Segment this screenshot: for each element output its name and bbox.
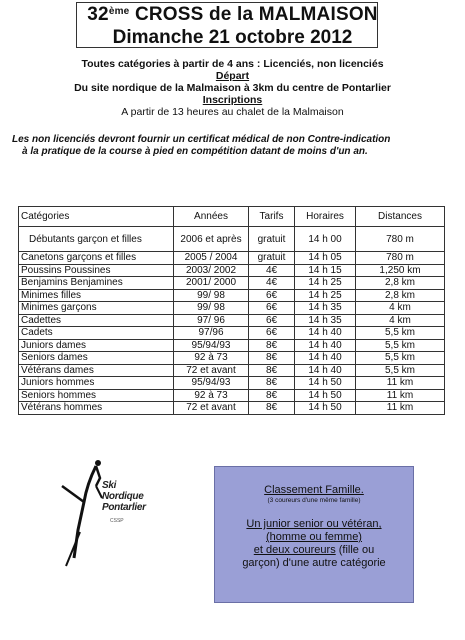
header-categories: Catégories — [19, 207, 174, 227]
table-row — [19, 314, 445, 327]
race-table — [18, 206, 445, 415]
cell-annees: 72 et avant — [174, 364, 249, 377]
categories-info: Toutes catégories à partir de 4 ans : Licenciés, non licenciés — [81, 58, 384, 70]
cell-horaire: 14 h 40 — [295, 339, 356, 352]
logo-line3: Pontarlier — [102, 502, 146, 513]
cell-horaire: 14 h 35 — [295, 314, 356, 327]
cell-distance: 5,5 km — [356, 352, 445, 365]
cell-categorie: Vétérans hommes — [19, 402, 174, 415]
famille-line3-wrap — [215, 544, 413, 557]
cell-annees: 2003/ 2002 — [174, 264, 249, 277]
event-title — [0, 4, 465, 26]
cell-horaire: 14 h 50 — [295, 377, 356, 390]
cell-categorie: Benjamins Benjamines — [19, 277, 174, 290]
logo-line2: Nordique — [102, 491, 144, 502]
cell-categorie: Juniors dames — [19, 339, 174, 352]
cell-annees: 99/ 98 — [174, 289, 249, 302]
header-distances: Distances — [356, 207, 445, 227]
cell-tarif: 8€ — [249, 339, 295, 352]
cell-horaire: 14 h 00 — [295, 227, 356, 252]
famille-line4: garçon) d'une autre catégorie — [242, 557, 386, 569]
famille-subtitle: (3 coureurs d'une même famille) — [267, 497, 361, 504]
cell-horaire: 14 h 25 — [295, 289, 356, 302]
inscriptions-text: A partir de 13 heures au chalet de la Malmaison — [121, 106, 344, 118]
cell-annees: 92 à 73 — [174, 352, 249, 365]
ski-nordique-logo-icon — [56, 458, 134, 568]
event-name: CROSS de la MALMAISON — [134, 4, 378, 25]
cell-tarif: 4€ — [249, 264, 295, 277]
cell-horaire: 14 h 40 — [295, 364, 356, 377]
table-row — [19, 289, 445, 302]
cell-tarif: 6€ — [249, 289, 295, 302]
edition-suffix: ème — [108, 6, 130, 17]
cell-distance: 2,8 km — [356, 289, 445, 302]
logo-small-text: CSSP — [110, 518, 124, 524]
depart-label: Départ — [215, 70, 250, 82]
logo-text — [102, 480, 146, 513]
cell-annees: 97/96 — [174, 327, 249, 340]
cell-annees: 72 et avant — [174, 402, 249, 415]
cell-distance: 780 m — [356, 227, 445, 252]
cell-categorie: Cadets — [19, 327, 174, 340]
header-horaires: Horaires — [295, 207, 356, 227]
cell-distance: 4 km — [356, 314, 445, 327]
cell-categorie: Cadettes — [19, 314, 174, 327]
cell-annees: 2005 / 2004 — [174, 252, 249, 265]
cell-categorie: Minimes garçons — [19, 302, 174, 315]
medical-note-line2: à la pratique de la course à pied en compétition datant de moins d'un an. — [22, 146, 368, 157]
header-tarifs: Tarifs — [249, 207, 295, 227]
famille-line2: (homme ou femme) — [266, 531, 362, 543]
event-date: Dimanche 21 octobre 2012 — [112, 27, 353, 48]
table-row — [19, 402, 445, 415]
cell-categorie: Juniors hommes — [19, 377, 174, 390]
table-row — [19, 364, 445, 377]
cell-distance: 11 km — [356, 377, 445, 390]
cell-annees: 2006 et après — [174, 227, 249, 252]
cell-categorie: Vétérans dames — [19, 364, 174, 377]
cell-tarif: 8€ — [249, 402, 295, 415]
cell-horaire: 14 h 05 — [295, 252, 356, 265]
header-annees: Années — [174, 207, 249, 227]
cell-categorie: Seniors dames — [19, 352, 174, 365]
cell-annees: 2001/ 2000 — [174, 277, 249, 290]
cell-annees: 95/94/93 — [174, 377, 249, 390]
cell-horaire: 14 h 15 — [295, 264, 356, 277]
cell-horaire: 14 h 50 — [295, 402, 356, 415]
table-row — [19, 377, 445, 390]
medical-note-line1: Les non licenciés devront fournir un certificat médical de non Contre-indication — [12, 134, 391, 145]
table-row — [19, 302, 445, 315]
cell-horaire: 14 h 40 — [295, 327, 356, 340]
cell-annees: 92 à 73 — [174, 389, 249, 402]
cell-distance: 5,5 km — [356, 364, 445, 377]
cell-categorie: Poussins Poussines — [19, 264, 174, 277]
cell-tarif: gratuit — [249, 252, 295, 265]
famille-body — [215, 518, 413, 570]
table-row — [19, 352, 445, 365]
famille-title: Classement Famille. — [264, 484, 364, 496]
edition-number: 32 — [87, 4, 109, 25]
table-header-row — [19, 207, 445, 227]
cell-categorie: Débutants garçon et filles — [19, 227, 174, 252]
cell-distance: 11 km — [356, 389, 445, 402]
cell-distance: 5,5 km — [356, 327, 445, 340]
cell-categorie: Minimes filles — [19, 289, 174, 302]
cell-distance: 5,5 km — [356, 339, 445, 352]
table-row — [19, 327, 445, 340]
cell-tarif: gratuit — [249, 227, 295, 252]
depart-text: Du site nordique de la Malmaison à 3km du centre de Pontarlier — [74, 82, 391, 94]
medical-note — [12, 134, 457, 158]
cell-categorie: Seniors hommes — [19, 389, 174, 402]
cell-horaire: 14 h 25 — [295, 277, 356, 290]
famille-line1: Un junior senior ou vétéran, — [246, 518, 382, 530]
logo-line1: Ski — [102, 480, 117, 491]
cell-annees: 97/ 96 — [174, 314, 249, 327]
cell-tarif: 6€ — [249, 302, 295, 315]
cell-annees: 95/94/93 — [174, 339, 249, 352]
table-row — [19, 389, 445, 402]
cell-horaire: 14 h 35 — [295, 302, 356, 315]
classement-famille-box — [214, 466, 414, 603]
cell-tarif: 8€ — [249, 364, 295, 377]
cell-distance: 1,250 km — [356, 264, 445, 277]
cell-categorie: Canetons garçons et filles — [19, 252, 174, 265]
table-row — [19, 277, 445, 290]
famille-line3: et deux coureurs — [253, 544, 336, 556]
cell-tarif: 6€ — [249, 327, 295, 340]
inscriptions-label: Inscriptions — [202, 94, 263, 106]
cell-annees: 99/ 98 — [174, 302, 249, 315]
cell-distance: 4 km — [356, 302, 445, 315]
cell-horaire: 14 h 50 — [295, 389, 356, 402]
cell-horaire: 14 h 40 — [295, 352, 356, 365]
cell-tarif: 8€ — [249, 377, 295, 390]
table-row — [19, 252, 445, 265]
cell-tarif: 8€ — [249, 389, 295, 402]
cell-tarif: 6€ — [249, 314, 295, 327]
famille-line3b: (fille ou — [335, 544, 375, 556]
cell-distance: 780 m — [356, 252, 445, 265]
cell-distance: 11 km — [356, 402, 445, 415]
cell-distance: 2,8 km — [356, 277, 445, 290]
table-row — [19, 264, 445, 277]
cell-tarif: 8€ — [249, 352, 295, 365]
cell-tarif: 4€ — [249, 277, 295, 290]
table-row — [19, 227, 445, 252]
table-row — [19, 339, 445, 352]
